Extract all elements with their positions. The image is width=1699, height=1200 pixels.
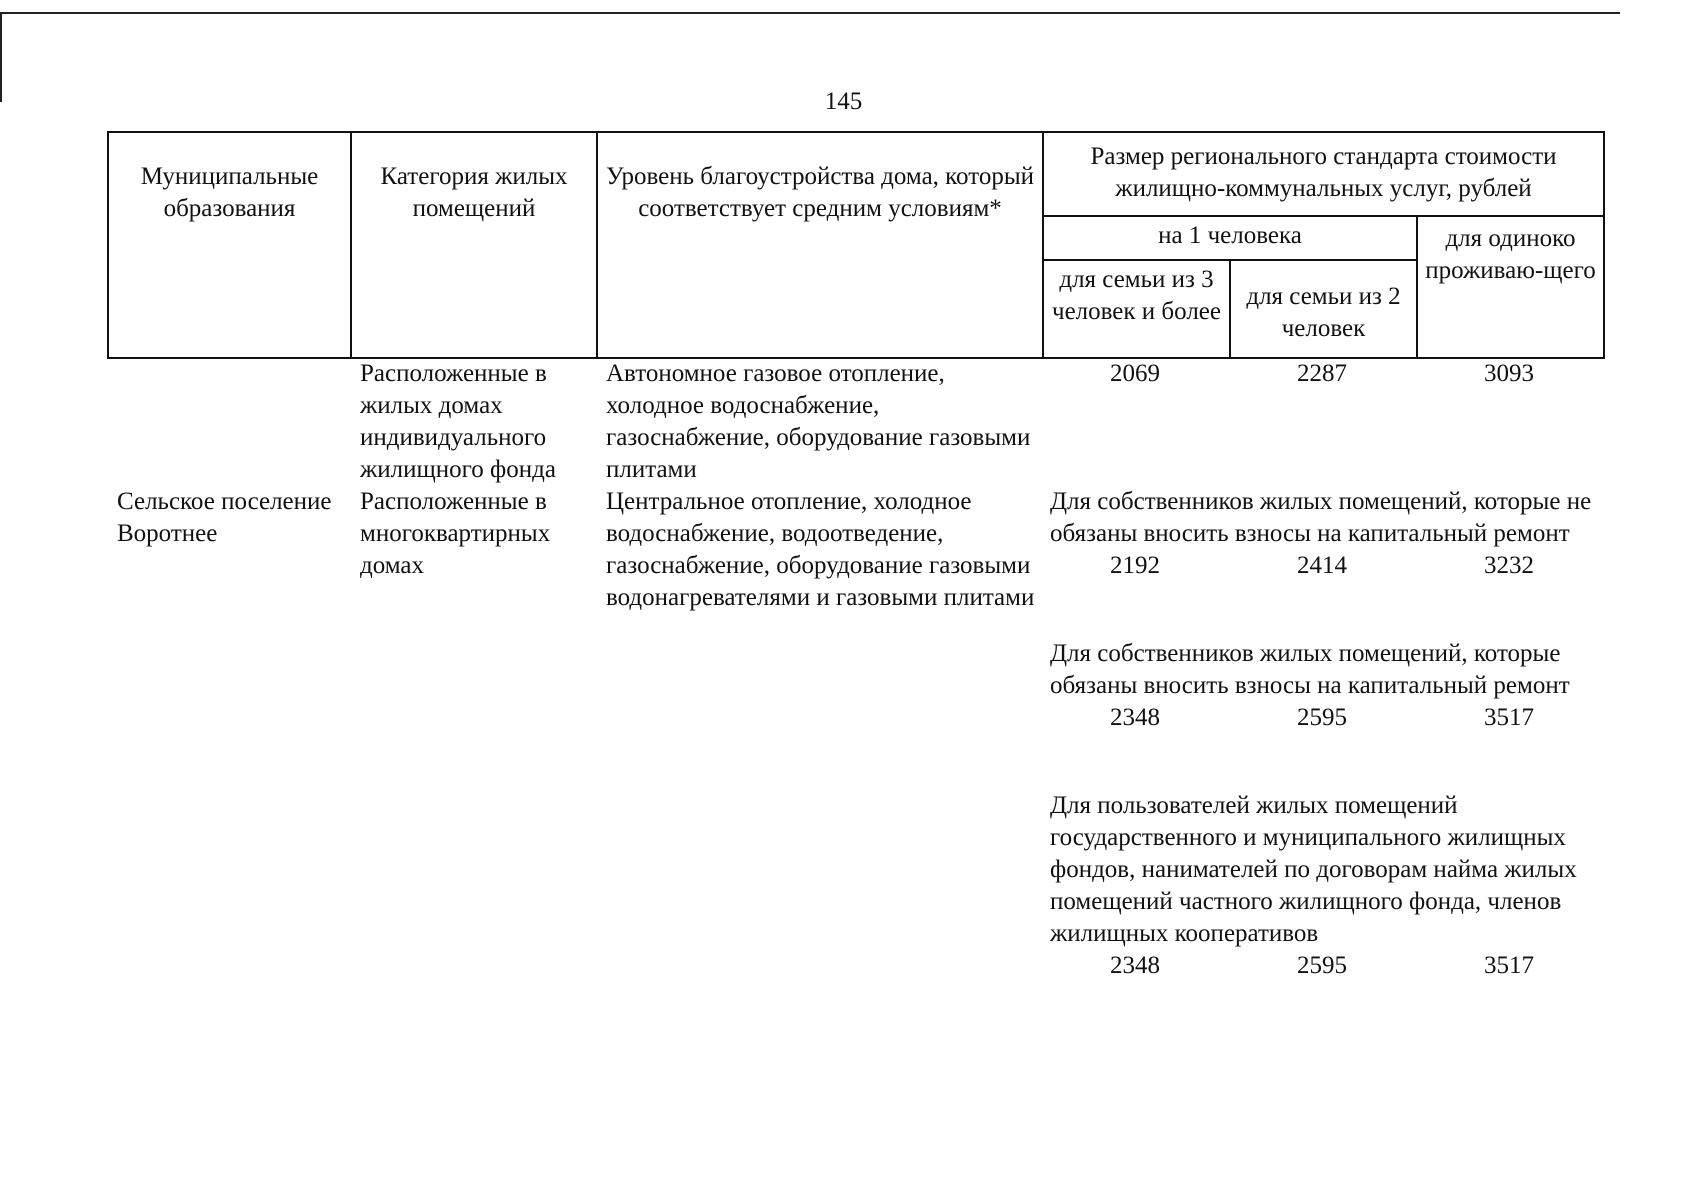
header-per-person: на 1 человека [1043,216,1417,260]
value-family2: 2287 [1297,360,1347,387]
value-row [1050,950,1603,982]
value-single: 3517 [1484,952,1534,979]
value-family3: 2348 [1110,952,1160,979]
value-family3: 2069 [1110,360,1160,387]
row2-group1 [1050,486,1603,582]
value-row [1050,358,1603,390]
header-table [107,131,1605,359]
value-single: 3093 [1484,360,1534,387]
group-note: Для пользователей жилых помещений государственного и муниципального жилищных фондов, нанимателей по договорам найма жилых помещений частного жилищного фонда, членов жилищных кооперативов [1050,792,1577,947]
value-single: 3232 [1484,552,1534,579]
municipality-name: Сельское поселение Воротнее [117,488,332,547]
value-family2: 2595 [1297,952,1347,979]
value-row [1050,702,1603,734]
row2-category: Расположенные в многоквартирных домах [360,488,551,579]
row1-values [1050,358,1603,390]
row2-level: Центральное отопление, холодное водоснабжение, водоотведение, газоснабжение, оборудование газовыми водонагревателями и газовыми плитами [606,488,1035,611]
value-family2: 2595 [1297,704,1347,731]
header-single: для одиноко проживаю-щего [1417,216,1604,358]
header-size: Размер регионального стандарта стоимости жилищно-коммунальных услуг, рублей [1043,132,1604,216]
scan-frame-top [0,12,1620,14]
row1-category: Расположенные в жилых домах индивидуального жилищного фонда [360,360,556,483]
value-single: 3517 [1484,704,1534,731]
value-family3: 2348 [1110,704,1160,731]
page-number: 145 [824,88,863,115]
header-category: Категория жилых помещений [351,132,597,358]
value-family2: 2414 [1297,552,1347,579]
row2-group2 [1050,638,1603,734]
header-municipal: Муниципальные образования [108,132,351,358]
row2-group3 [1050,790,1603,982]
value-row [1050,550,1603,582]
group-note: Для собственников жилых помещений, которые обязаны вносить взносы на капитальный ремонт [1050,640,1570,699]
value-family3: 2192 [1110,552,1160,579]
header-family2: для семьи из 2 человек [1230,260,1417,358]
group-note: Для собственников жилых помещений, которые не обязаны вносить взносы на капитальный ремонт [1050,488,1592,547]
row1-level: Автономное газовое отопление, холодное водоснабжение, газоснабжение, оборудование газовыми плитами [606,360,1031,483]
header-family3: для семьи из 3 человек и более [1043,260,1230,358]
header-level: Уровень благоустройства дома, который соответствует средним условиям* [597,132,1043,358]
